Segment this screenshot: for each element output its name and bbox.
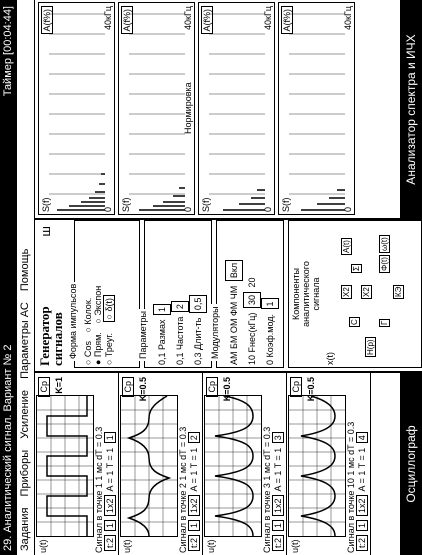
osc-A: A = 1	[105, 470, 115, 492]
osc-y-label: u(t)	[38, 539, 48, 553]
oscilloscope-panel	[34, 371, 422, 555]
oscilloscope-footer: Осциллограф	[400, 373, 422, 555]
osc-ctrl-x2[interactable]: 1x2	[356, 495, 368, 516]
osc-plot	[204, 395, 262, 537]
osc-ctrl-n[interactable]: 2	[188, 432, 200, 443]
osc-time: 1 мс	[178, 462, 188, 481]
spectrum-freq: 40кГц	[183, 6, 193, 30]
window-title: 29. Аналитический сигнал. Вариант № 2	[2, 344, 14, 551]
mod-om[interactable]: ОМ	[229, 318, 239, 334]
spectrum-label: S(f)	[201, 197, 211, 212]
osc-k-label: K=0.5	[222, 377, 232, 402]
osc-caption: Сигнал в точке 2	[178, 483, 188, 553]
osc-ctrl-n[interactable]: 3	[272, 432, 284, 443]
spectrum-plot	[278, 2, 355, 215]
param-min: 0,1	[157, 352, 167, 365]
components-group	[288, 220, 422, 368]
osc-wave	[37, 396, 93, 536]
spectrum-zero: 0	[263, 206, 273, 212]
menu-item-devices[interactable]: Приборы	[19, 449, 31, 497]
pulse-form-group	[68, 220, 140, 368]
osc-y-label: u(t)	[206, 539, 216, 553]
osc-ctrl-1[interactable]: 1	[104, 520, 116, 531]
osc-cp-button[interactable]: Ср	[206, 377, 218, 397]
mod-fm[interactable]: ФМ	[229, 301, 239, 317]
generator-menu-icon[interactable]: ш	[38, 226, 53, 237]
osc-channel	[34, 373, 119, 555]
osc-channel	[286, 373, 371, 555]
osc-ctrl-1[interactable]: 1	[272, 520, 284, 531]
osc-time: 1 мс	[262, 462, 272, 481]
osc-dT: dT = 0.3	[94, 426, 104, 460]
osc-ctrl-1[interactable]: 1	[356, 520, 368, 531]
kmod-value[interactable]: 1	[261, 298, 279, 309]
spectrum-freq: 40кГц	[343, 6, 353, 30]
spectrum-panel	[34, 0, 422, 219]
osc-wave	[205, 396, 261, 536]
osc-plot	[120, 395, 178, 537]
block-sq2[interactable]: X2	[362, 287, 371, 297]
generator-title-line2: сигналов	[50, 312, 65, 366]
form-cos-radio[interactable]: ○ Cos	[83, 341, 93, 365]
osc-ctrl-t[interactable]: t:2	[188, 535, 200, 551]
spectrum-zero: 0	[183, 206, 193, 212]
osc-y-label: u(t)	[290, 539, 300, 553]
osc-ctrl-t[interactable]: t:2	[104, 535, 116, 551]
param-amplitude-value[interactable]: 1	[153, 304, 171, 315]
fnes-max: 20	[247, 277, 257, 288]
osc-controls	[346, 375, 368, 553]
block-c[interactable]: C	[350, 319, 359, 325]
param-freq-label: Частота	[175, 316, 185, 350]
param-min: 0,1	[175, 352, 185, 365]
form-tri-radio[interactable]: ○ Треуг.	[104, 332, 114, 365]
osc-caption: Сигнал в точке 10	[346, 478, 356, 553]
menu-item-help[interactable]: Помощь	[19, 248, 31, 292]
block-g[interactable]: Г	[380, 320, 389, 325]
osc-caption: Сигнал в точке 1	[94, 483, 104, 553]
osc-cp-button[interactable]: Ср	[122, 377, 134, 397]
mod-chm[interactable]: ЧМ	[229, 285, 239, 300]
mod-enable-toggle[interactable]: Вкл	[225, 260, 243, 281]
osc-ctrl-1[interactable]: 1	[188, 520, 200, 531]
osc-wave	[289, 396, 345, 536]
spectrum-af-button[interactable]: A(f%)	[201, 6, 213, 35]
osc-T: T = 1	[357, 447, 367, 469]
generator-title-line1: Генератор	[37, 306, 52, 366]
components-sub1: аналитического	[301, 261, 311, 327]
spectrum-bars	[129, 3, 189, 214]
params-group	[138, 220, 212, 368]
spectrum-af-button[interactable]: A(f%)	[281, 6, 293, 35]
components-sub2: сигнала	[311, 277, 321, 311]
osc-dT: dT = 0.3	[346, 421, 356, 455]
osc-wave	[121, 396, 177, 536]
param-amplitude-label: Размах	[157, 319, 167, 350]
osc-cp-button[interactable]: Ср	[290, 377, 302, 397]
osc-channel	[118, 373, 203, 555]
osc-ctrl-x2[interactable]: 1x2	[104, 495, 116, 516]
generator-title	[38, 306, 64, 366]
spectrum-freq: 40кГц	[103, 6, 113, 30]
osc-k-label: K=0.5	[138, 377, 148, 402]
input-x-label: x(t)	[325, 352, 335, 365]
osc-ctrl-t[interactable]: t:2	[356, 535, 368, 551]
osc-ctrl-n[interactable]: 4	[356, 432, 368, 443]
osc-A: A = 1	[357, 470, 367, 492]
spectrum-zero: 0	[103, 206, 113, 212]
osc-channel	[202, 373, 287, 555]
osc-ctrl-t[interactable]: t:2	[272, 535, 284, 551]
param-freq-value[interactable]: 2	[171, 301, 189, 312]
osc-T: T = 1	[189, 447, 199, 469]
osc-T: T = 1	[105, 447, 115, 469]
block-ke[interactable]: КЭ	[394, 286, 403, 297]
spectrum-bars	[49, 3, 109, 214]
block-amp[interactable]: A(t)	[342, 240, 351, 253]
osc-y-label: u(t)	[122, 539, 132, 553]
spectrum-footer: Анализатор спектра и ИЧХ	[400, 0, 422, 219]
osc-k-label: K=0.5	[306, 377, 316, 402]
pulse-form-title: Форма импульсов	[68, 283, 78, 359]
menu-item-as-params[interactable]: Параметры АС	[19, 302, 31, 379]
osc-controls	[94, 375, 116, 553]
title-bar	[0, 0, 17, 555]
spectrum-plot	[38, 2, 115, 215]
menu-item-tasks[interactable]: Задания	[19, 507, 31, 551]
form-bell-radio[interactable]: ○ Колок.	[83, 297, 93, 333]
spectrum-freq: 40кГц	[263, 6, 273, 30]
block-freq[interactable]: ω(t)	[380, 237, 389, 251]
spectrum-plot	[198, 2, 275, 215]
spectrum-bars	[209, 3, 269, 214]
block-sum[interactable]: Σ	[352, 266, 361, 271]
osc-time: 1 мс	[94, 462, 104, 481]
mod-am[interactable]: АМ	[229, 351, 239, 365]
kmod-min: 0	[265, 359, 275, 365]
param-duration-value[interactable]: 0,5	[189, 295, 207, 314]
spectrum-bars	[289, 3, 349, 214]
osc-caption: Сигнал в точке 3	[262, 483, 272, 553]
osc-dT: dT = 0.3	[178, 426, 188, 460]
modulators-title: Модуляторы	[210, 306, 220, 359]
fnes-label: Fнес(кГц)	[247, 312, 257, 353]
modulators-group	[210, 220, 284, 368]
fnes-value[interactable]: 30	[243, 292, 261, 308]
osc-plot	[288, 395, 346, 537]
osc-controls	[262, 375, 284, 553]
spectrum-af-button[interactable]: A(f%)	[121, 6, 133, 35]
osc-cp-button[interactable]: Ср	[38, 377, 50, 397]
generator-panel	[34, 218, 422, 372]
osc-A: A = 1	[273, 470, 283, 492]
params-title: Параметры	[138, 311, 148, 359]
osc-T: T = 1	[273, 447, 283, 469]
form-delta-radio[interactable]: ○ δ(t)	[103, 295, 115, 322]
block-phase[interactable]: Φ(t)	[380, 257, 389, 271]
components-title: Компоненты	[291, 268, 301, 320]
spectrum-label: S(f)	[281, 197, 291, 212]
spectrum-af-button[interactable]: A(f%)	[41, 6, 53, 35]
timer-label: Таймер [00:04:44]	[2, 6, 14, 97]
spectrum-plot	[118, 2, 195, 215]
block-diagram	[339, 231, 411, 357]
param-min: 0,3	[193, 352, 203, 365]
param-duration-label: Длит-ть	[193, 317, 203, 350]
osc-controls	[178, 375, 200, 553]
mod-bm[interactable]: БМ	[229, 335, 239, 349]
kmod-label: Коэф.мод.	[265, 313, 275, 358]
fnes-min: 10	[247, 354, 257, 365]
block-sq1[interactable]: X2	[342, 287, 351, 297]
menu-item-gain[interactable]: Усиление	[19, 389, 31, 439]
osc-ctrl-x2[interactable]: 1x2	[272, 495, 284, 516]
block-hilbert[interactable]: H(p)	[366, 339, 375, 355]
osc-k-label: K=1	[54, 377, 64, 394]
spectrum-zero: 0	[343, 206, 353, 212]
osc-ctrl-n[interactable]: 1	[104, 432, 116, 443]
spectrum-label: S(f)	[121, 197, 131, 212]
osc-time: 1 мс	[346, 457, 356, 476]
osc-ctrl-x2[interactable]: 1x2	[188, 495, 200, 516]
menu-bar	[17, 0, 35, 555]
form-rect-radio[interactable]: ● Прям.	[93, 332, 103, 365]
osc-plot	[36, 395, 94, 537]
osc-A: A = 1	[189, 470, 199, 492]
spectrum-label: S(f)	[41, 197, 51, 212]
form-exp-radio[interactable]: ○ Экспон	[93, 285, 103, 324]
osc-dT: dT = 0.3	[262, 426, 272, 460]
normalize-button[interactable]: Нормировка	[183, 82, 193, 134]
